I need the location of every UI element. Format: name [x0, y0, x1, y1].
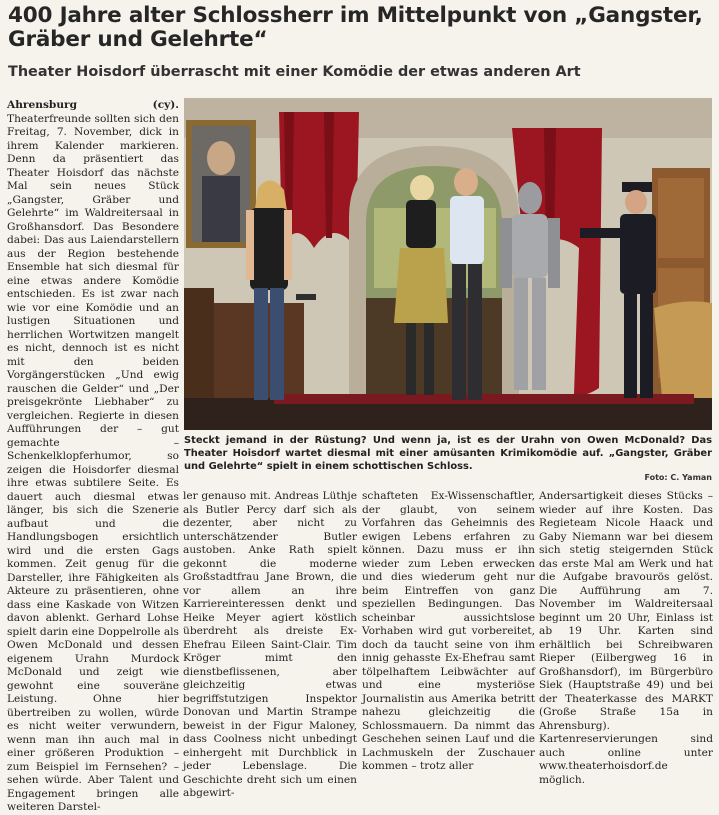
article-dateline: Ahrensburg (cy).	[7, 99, 179, 111]
photo-credit: Foto: C. Yaman	[644, 473, 712, 482]
article-column-1	[7, 99, 179, 815]
photo-caption: Steckt jemand in der Rüstung? Und wenn ja, ist es der Urahn von Owen McDonald? Das Theater Hoisdorf wartet diesmal mit einer amüsanten Krimikomödie auf. „Gangster, Gräber und Gelehrte“ spielt in einem schottischen Schloss.	[184, 435, 712, 472]
article-column-3: schafteten Ex-Wissenschaftler, der glaubt, von seinem Vorfahren das Geheimnis des ewigen Lebens erfahren zu können. Dazu muss er ihn wieder zum Leben erwecken und dies wiederum geht nur beim Eintreffen von ganz speziellen Bedingungen. Das scheinbar aussichtslose Vorhaben wird gut vorbereitet, doch da taucht seine von ihm innig gehasste Ex-Ehefrau samt tölpelhaftem Leibwächter auf und eine mysteriöse Journalistin aus Amerika betritt nahezu gleichzeitig die Schlossmauern. Da nimmt das Geschehen seinen Lauf und die Lachmuskeln der Zuschauer kommen – trotz aller	[362, 490, 535, 772]
article-column-4: Andersartigkeit dieses Stücks – wieder auf ihre Kosten. Das Regieteam Nicole Haack und Gaby Niemann war bei diesem sich stetig steigernden Stück das erste Mal am Werk und hat die Aufgabe bravourös gelöst. Die Aufführung am 7. November im Waldreitersaal beginnt um 20 Uhr, Einlass ist ab 19 Uhr. Karten sind erhältlich bei Schreibwaren Rieper (Eilbergweg 16 in Großhansdorf), im Bürgerbüro Siek (Hauptstraße 49) und bei der Theaterkasse des MARKT (Große Straße 15a in Ahrensburg). Kartenreservierungen sind auch online unter www.theaterhoisdorf.de möglich.	[539, 490, 713, 786]
stage-photo	[184, 98, 712, 430]
article-headline: 400 Jahre alter Schlossherr im Mittelpunkt von „Gangster, Gräber und Gelehrte“	[8, 3, 703, 52]
article-body-col1: Theaterfreunde sollten sich den Freitag, 7. November, dick in ihrem Kalender markieren. Denn da präsentiert das Theater Hoisdorf das nächste Mal sein neues Stück „Gangster, Gräber und Gelehrte“ im Waldreitersaal in Großhansdorf. Das Besondere dabei: Das aus Laiendarstellern aus der Region bestehende Ensemble hat sich diesmal für eine etwas andere Komödie entschieden. Es ist zwar nach wie vor eine Komödie und an lustigen Situationen und herrlichen Wortwitzen mangelt es nicht, dennoch ist es nicht mit den beiden Vorgängerstücken „Und ewig rauschen die Gelder“ und „Der preisgekrönte Liebhaber“ zu vergleichen. Regierte in diesen Aufführungen der – gut gemachte – Schenkelklopferhumor, so zeigen die Hoisdorfer diesmal ihre etwas subtilere Seite. Es dauert auch diesmal etwas länger, bis sich die Szenerie aufbaut und die Handlungsbogen ersichtlich wird und die ersten Gags kommen. Zeit genug für die Darsteller, ihre Fähigkeiten als Akteure zu präsentieren, ohne dass eine Kaskade von Witzen davon ablenkt. Gerhard Lohse spielt darin eine Doppelrolle als Owen McDonald und dessen eigenem Urahn Murdock McDonald und zeigt wie gewohnt eine souveräne Leistung. Ohne hier übertreiben zu wollen, würde es nicht weiter verwundern, wenn man ihn auch mal in einer größeren Produktion – zum Beispiel im Fernsehen? – sehen würde. Aber Talent und Engagement bringen alle weiteren Darstel-	[7, 112, 179, 813]
article-column-2: ler genauso mit. Andreas Lüthje als Butler Percy darf sich als dezenter, aber nicht zu unterschätzender Butler austoben. Anke Rath spielt gekonnt die moderne Großstadtfrau Jane Brown, die vor allem an ihre Karriereinteressen denkt und Heike Meyer agiert köstlich überdreht als dreiste Ex-Ehefrau Eileen Saint-Clair. Tim Kröger mimt den dienstbeflissenen, aber gleichzeitig etwas begriffstutzigen Inspektor Donovan und Martin Strampe beweist in der Figur Maloney, dass Coolness nicht unbedingt einhergeht mit Durchblick in jeder Lebenslage. Die Geschichte dreht sich um einen abgewirt-	[183, 490, 357, 799]
article-subheadline: Theater Hoisdorf überrascht mit einer Komödie der etwas anderen Art	[8, 64, 581, 80]
